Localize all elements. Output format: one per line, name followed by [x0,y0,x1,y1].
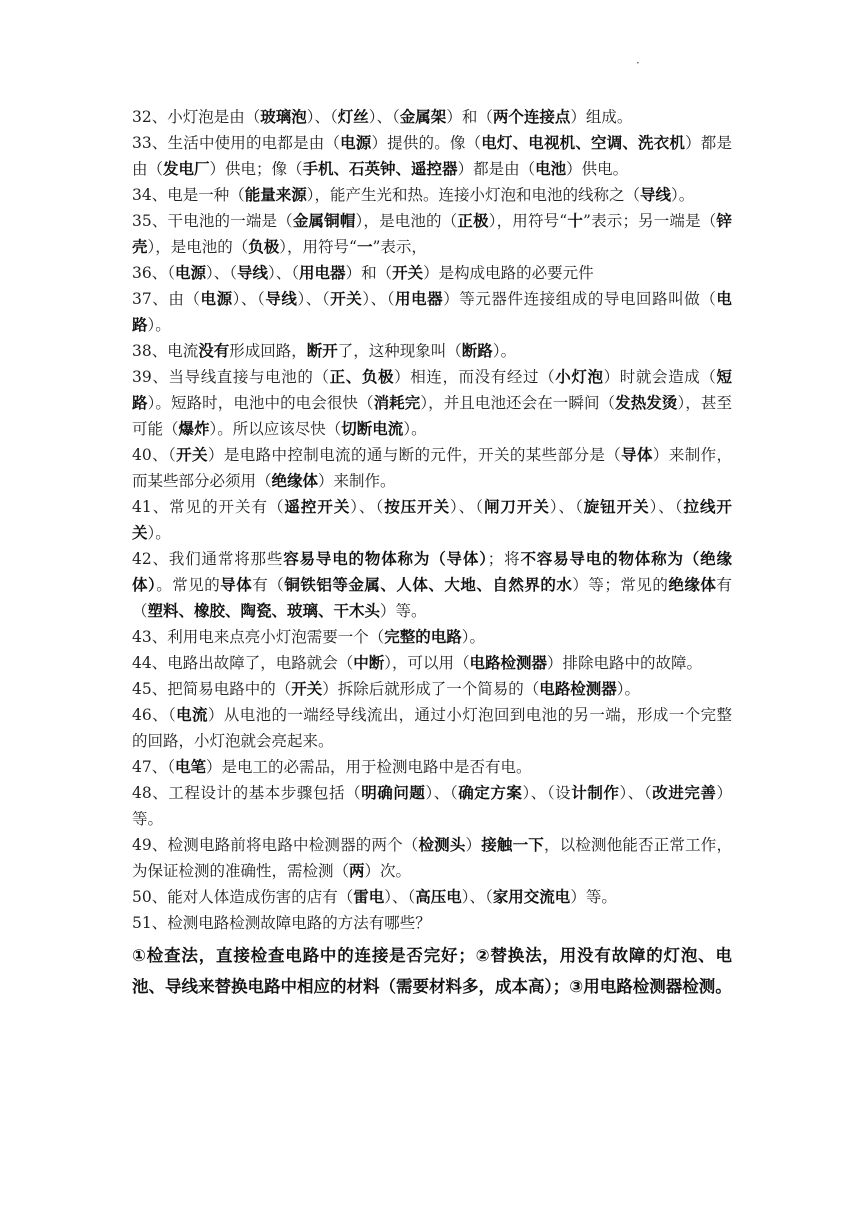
item-text: ）、（ [268,264,300,282]
qa-list [132,104,732,936]
item-text: ）来制作。 [318,472,396,490]
answer-term: 小灯泡 [555,368,604,386]
item-text: ）都是由（ [132,134,732,178]
item-text: 42、我们通常将那些 [132,550,284,568]
item-text: 34、电是一种（ [132,186,245,204]
item-text: 46、（ [132,706,177,724]
answer-term: 导线 [640,186,672,204]
item-text: ）。短路时，电池中的电会很快（ [147,394,374,412]
answer-term: 金属铜帽 [292,212,356,230]
answer-term: 确定方案 [458,784,523,802]
item-text: 50、能对人体造成伤害的店有（ [132,888,354,906]
item-text: ）等元器件连接组成的导电回路叫做（ [443,290,717,308]
item-text: ）排除电路中的故障。 [547,654,703,672]
answer-term: 电流 [176,706,208,724]
answer-term: 遥控开关 [284,498,351,516]
qa-item [132,286,732,338]
answer-term: 检测头 [418,836,466,854]
item-text: ）是构成电路的必要元件 [423,264,594,282]
answer-term: 雷电 [353,888,385,906]
answer-term: 手机、石英钟、遥控器 [302,160,458,178]
item-text: ） [465,836,482,854]
answer-term: 用电器 [299,264,346,282]
item-text: ）等。 [380,602,427,620]
page-mark: · [636,56,640,70]
item-text: ）是电路中控制电流的通与断的元件，开关的某些部分是（ [207,446,622,464]
answer-term: 闸刀开关 [483,498,550,516]
qa-item [132,338,732,364]
answer-term: 导体 [220,576,253,594]
answer-term: 十 [567,212,584,230]
answer-term: 电源 [200,290,233,308]
answer-term: 计制作 [571,784,620,802]
item-text: ），甚至可能（ [132,394,732,438]
answer-term: 绝缘体 [668,576,717,594]
item-text: ）时就会造成（ [603,368,717,386]
item-text: ）、（ [368,108,400,126]
item-text: ）、（ [297,290,331,308]
answer-term: 旋钮开关 [583,498,650,516]
answer-51: ①检查法，直接检查电路中的连接是否完好；②替换法，用没有故障的灯泡、电池、导线来替换电路中相应的材料（需要材料多，成本高）；③用电路检测器检测。 [132,946,732,996]
item-text: ）和（ [446,108,493,126]
qa-item [132,676,732,702]
item-text: ）都是由（ [457,160,536,178]
item-text: 44、电路出故障了，电路就会（ [132,654,354,672]
item-text: ）组成。 [570,108,633,126]
item-text: ），用符号“ [488,212,568,230]
qa-item [132,624,732,650]
answer-term: 玻璃泡 [260,108,307,126]
item-text: ）等。 [570,888,617,906]
answer-term: 两 [349,862,365,880]
answer-term: 金属架 [399,108,447,126]
answer-term: 断路 [461,342,493,360]
item-text: 40、（ [132,446,177,464]
item-text: 38、电流 [132,342,199,360]
item-text: ）、（ [619,784,653,802]
item-text: 了，这种现象叫（ [337,342,462,360]
answer-term: 电路 [132,290,732,334]
answer-term: 一 [356,238,373,256]
item-text: 33、生活中使用的电都是由（ [132,134,341,152]
item-text: ）。 [461,628,486,646]
answer-term: 正极 [457,212,489,230]
qa-item [132,754,732,780]
answer-term: 正、负极 [329,368,395,386]
item-text: ）是电工的必需品，用于检测电路中是否有电。 [206,758,532,776]
item-text: ）等；常见的 [572,576,669,594]
item-text: ；将 [487,550,521,568]
item-text: ）供电。 [566,160,629,178]
item-text: ，以检测他能否正常工作，为保证检测的准确性，需检测（ [132,836,732,880]
item-text: 32、小灯泡是由（ [132,108,261,126]
answer-term: 电笔 [174,758,206,776]
item-text: ）、（ [362,290,396,308]
answer-term: 导线 [237,264,269,282]
item-text: ）、（ [461,888,493,906]
answer-term: 电源 [174,264,206,282]
item-text: ）和（ [345,264,393,282]
item-text: ）来制作，而某些部分必须用（ [132,446,732,490]
qa-item [132,364,732,442]
item-text: ）拆除后就形成了一个简易的（ [322,680,540,698]
answer-term: 按压开关 [384,498,451,516]
item-text: ）。 [492,342,517,360]
item-text: ”表示， [372,238,427,256]
qa-item [132,208,732,260]
answer-term: 高压电 [415,888,462,906]
qa-item [132,546,732,624]
item-text: 45、把简易电路中的（ [132,680,292,698]
answer-term: 发热发烫 [615,394,678,412]
item-text: ）。 [671,186,695,204]
answer-term: 拉线开关 [132,498,732,542]
item-text: ）、（ [232,290,266,308]
item-text: ），是电池的（ [147,238,249,256]
answer-term: 发电厂 [163,160,210,178]
answer-term: 改进完善 [652,784,717,802]
item-text: ）。 [403,420,427,438]
item-text: 37、由（ [132,290,201,308]
item-text: ）供电；像（ [209,160,303,178]
item-text: ）、（ [549,498,584,516]
qa-item [132,182,732,208]
item-text: 39、当导线直接与电池的（ [132,368,330,386]
qa-item [132,884,732,910]
item-text: 形成回路， [229,342,307,360]
item-text: ）、（ [425,784,459,802]
answer-term: 开关 [176,446,208,464]
item-text: 35、干电池的一端是（ [132,212,293,230]
item-text: 48、工程设计的基本步骤包括（ [132,784,362,802]
answer-term: 两个连接点 [492,108,571,126]
answer-term: 电路检测器 [539,680,617,698]
answer-term: 容易导电的物体称为（导体） [283,550,488,568]
item-text: 47、（ [132,758,175,776]
answer-term: 负极 [248,238,280,256]
qa-item [132,104,732,130]
item-text: 49、检测电路前将电路中检测器的两个（ [132,836,419,854]
answer-term: 完整的电路 [384,628,462,646]
answer-term: 灯丝 [337,108,369,126]
qa-item [132,650,732,676]
item-text: ）。所以应该尽快（ [209,420,342,438]
answer-term: 开关 [330,290,363,308]
qa-item [132,910,732,936]
item-text: ）从电池的一端经导线流出，通过小灯泡回到电池的另一端，形成一个完整的回路，小灯泡就会亮起来。 [132,706,732,750]
answer-term: 不容易导电的物体称为（绝缘体） [132,550,732,594]
item-text: ）、（ [206,264,238,282]
qa-item [132,780,732,832]
answer-term: 电源 [340,134,372,152]
item-text: ）次。 [364,862,412,880]
item-text: ）。 [616,680,641,698]
answer-term: 接触一下 [481,836,544,854]
answer-term: 开关 [291,680,323,698]
answer-term: 能量来源 [244,186,307,204]
answer-term: 电灯、电视机、空调、洗衣机 [481,134,686,152]
answer-term: 爆炸 [178,420,210,438]
qa-item [132,260,732,286]
item-text: ）、（ [450,498,484,516]
answer-term: 消耗完 [373,394,421,412]
item-text: ）、（设 [522,784,572,802]
item-text: 41、常见的开关有（ [132,498,285,516]
item-text: 51、检测电路检测故障电路的方法有哪些？ [132,914,431,932]
qa-item [132,442,732,494]
qa-content [132,104,732,1002]
item-text: ）相连，而没有经过（ [394,368,556,386]
item-text: ）、（ [384,888,416,906]
answer-term: 没有 [198,342,230,360]
item-text: ），并且电池还会在一瞬间（ [420,394,616,412]
answer-term: 锌壳 [132,212,732,256]
qa-item [132,494,732,546]
qa-item [132,702,732,754]
answer-term: 导体 [621,446,653,464]
item-text: 43、利用电来点亮小灯泡需要一个（ [132,628,385,646]
item-text: ），可以用（ [384,654,470,672]
answer-term: 用电器 [395,290,444,308]
answer-term: 家用交流电 [492,888,571,906]
answer-term: 断开 [306,342,338,360]
answer-term: 电池 [535,160,567,178]
item-text: ）、（ [649,498,684,516]
answer-term: 绝缘体 [271,472,319,490]
item-text: 36、（ [132,264,175,282]
answer-term: 塑料、橡胶、陶瓷、玻璃、干木头 [147,602,381,620]
item-text: 有（ [132,576,732,620]
answer-term: 切断电流 [341,420,404,438]
item-text: 。常见的 [156,576,221,594]
item-text: ）提供的。像（ [371,134,482,152]
answer-term: 导线 [265,290,298,308]
answer-term: 铜铁铝等金属、人体、大地、自然界的水 [284,576,573,594]
item-text: ），是电池的（ [355,212,458,230]
item-text: 有（ [252,576,285,594]
item-text: ），用符号“ [279,238,357,256]
answer-term: 中断 [353,654,385,672]
qa-item [132,832,732,884]
item-text: ）。 [147,524,171,542]
answer-term: 短路 [132,368,732,412]
item-text: ）等。 [132,784,732,828]
item-text: ），能产生光和热。连接小灯泡和电池的线称之（ [306,186,641,204]
item-text: ）。 [147,316,171,334]
item-text: ”表示；另一端是（ [583,212,717,230]
item-text: ）、（ [306,108,338,126]
answer-term: 电路检测器 [469,654,548,672]
answer-term: 开关 [392,264,424,282]
qa-item [132,130,732,182]
item-text: ）、（ [350,498,385,516]
answer-term: 明确问题 [361,784,426,802]
